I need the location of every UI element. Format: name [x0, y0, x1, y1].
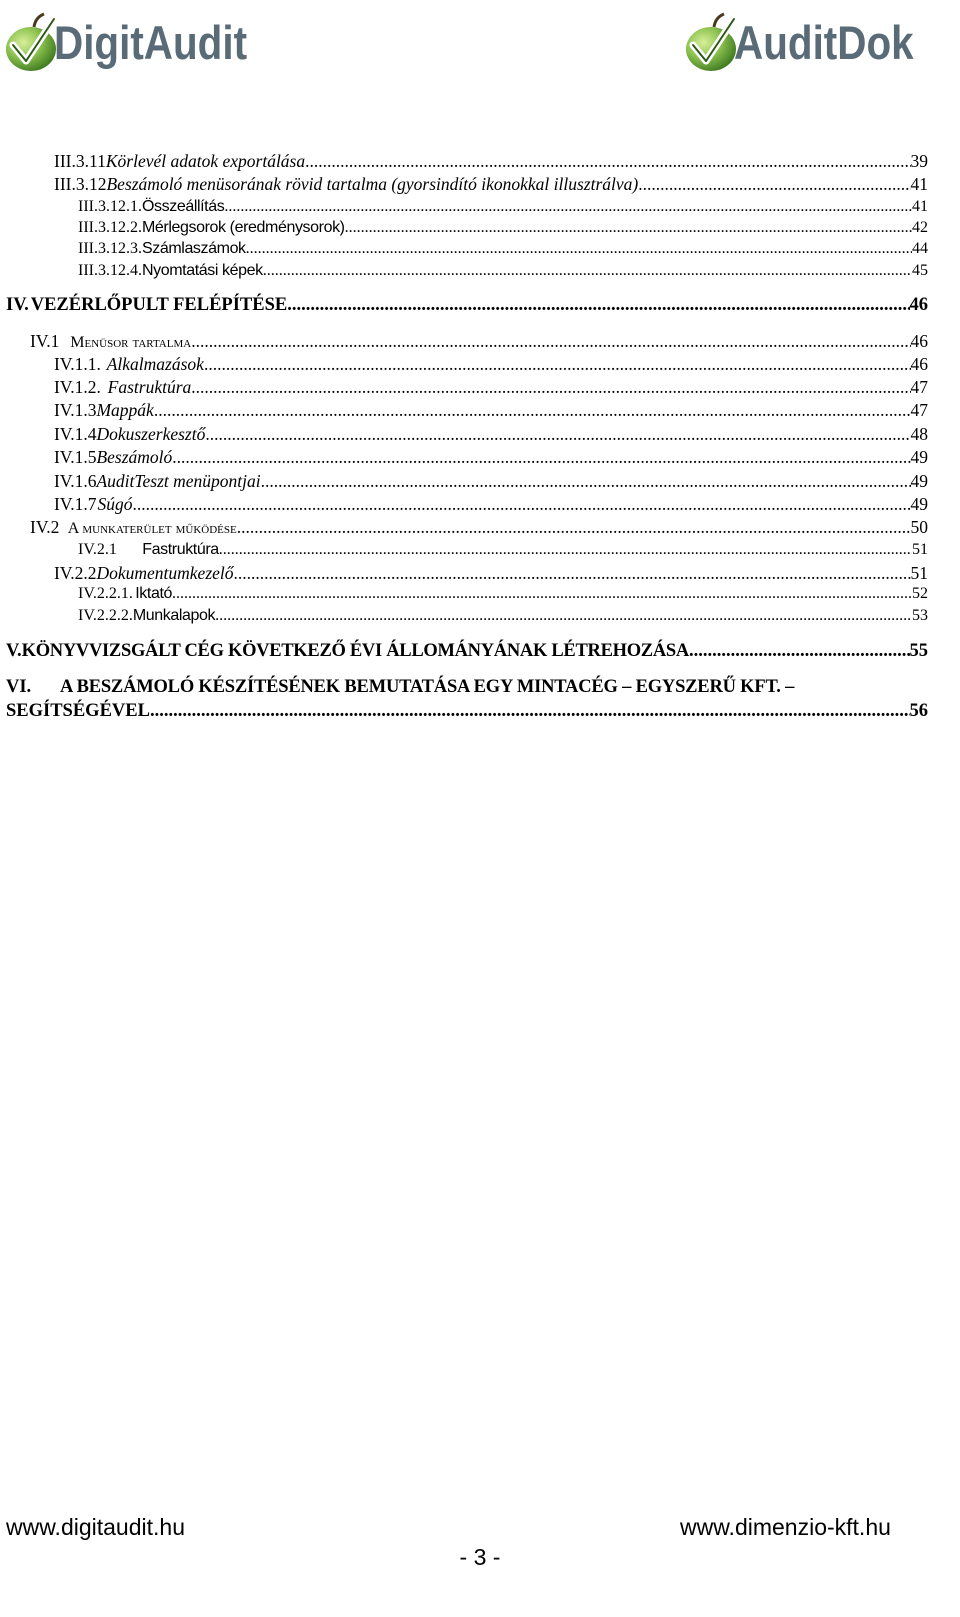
toc-entry[interactable]: IV.1.3 Mappák ..... 47 — [54, 400, 928, 421]
toc-entry[interactable]: IV.1.2. Fastruktúra ..... 47 — [54, 377, 928, 398]
toc-entry[interactable]: III.3.11 Körlevél adatok exportálása ..... 39 — [54, 151, 928, 172]
toc-entry[interactable]: VI. A BESZÁMOLÓ KÉSZÍTÉSÉNEK BEMUTATÁSA EGY MINTACÉG – EGYSZERŰ KFT. – — [6, 677, 795, 697]
toc-entry[interactable]: IV.1.5 Beszámoló ..... 49 — [54, 447, 928, 468]
logo-digitaudit — [4, 2, 279, 82]
logo-left-text: DigitAudit — [54, 15, 248, 69]
toc-entry[interactable]: IV.1.4 Dokuszerkesztő ..... 48 — [54, 424, 928, 445]
page-number: - 3 - — [459, 1544, 501, 1570]
toc-entry[interactable]: IV.2.2 Dokumentumkezelő ..... 51 — [54, 563, 928, 584]
toc-entry[interactable]: IV.1.7 Súgó ..... 49 — [54, 494, 928, 515]
toc-entry[interactable]: IV. VEZÉRLŐPULT FELÉPÍTÉSE ..... 46 — [6, 295, 928, 316]
toc-entry[interactable]: III.3.12 Beszámoló menüsorának rövid tartalma (gyorsindító ikonokkal illusztrálva) ..... 41 — [54, 174, 928, 195]
footer-left-url[interactable]: www.digitaudit.hu — [6, 1514, 185, 1540]
toc-entry[interactable]: IV.2.2.1. Iktató ..... 52 — [78, 585, 928, 603]
apple-check-icon — [4, 11, 58, 73]
toc-entry[interactable]: IV.2.2.2. Munkalapok ..... 53 — [78, 607, 928, 625]
toc-entry[interactable]: IV.1.1. Alkalmazások ..... 46 — [54, 354, 928, 375]
logo-right-text: AuditDok — [734, 15, 914, 69]
footer-right-url[interactable]: www.dimenzio-kft.hu — [680, 1514, 891, 1540]
toc-entry[interactable]: III.3.12.3. Számlaszámok ..... 44 — [78, 240, 928, 258]
toc-entry[interactable]: III.3.12.1. Összeállítás ..... 41 — [78, 198, 928, 216]
toc-entry[interactable]: IV.1 Menüsor tartalma ..... 46 — [30, 331, 928, 352]
toc-entry[interactable]: IV.1.6 AuditTeszt menüpontjai ..... 49 — [54, 471, 928, 492]
toc-entry[interactable]: IV.2.1 Fastruktúra ..... 51 — [78, 541, 928, 559]
apple-check-icon — [684, 11, 738, 73]
toc-entry[interactable]: III.3.12.4. Nyomtatási képek ..... 45 — [78, 262, 928, 280]
toc-entry[interactable]: III.3.12.2. Mérlegsorok (eredménysorok) ..... 42 — [78, 219, 928, 237]
toc-entry[interactable]: V. KÖNYVVIZSGÁLT CÉG KÖVETKEZŐ ÉVI ÁLLOMÁNYÁNAK LÉTREHOZÁSA ..... 55 — [6, 641, 928, 662]
logo-auditdok — [684, 2, 943, 82]
toc-entry[interactable]: IV.2 A munkaterület működése ..... 50 — [30, 517, 928, 538]
toc-entry-continuation[interactable]: SEGÍTSÉGÉVEL ..... 56 — [6, 701, 928, 722]
